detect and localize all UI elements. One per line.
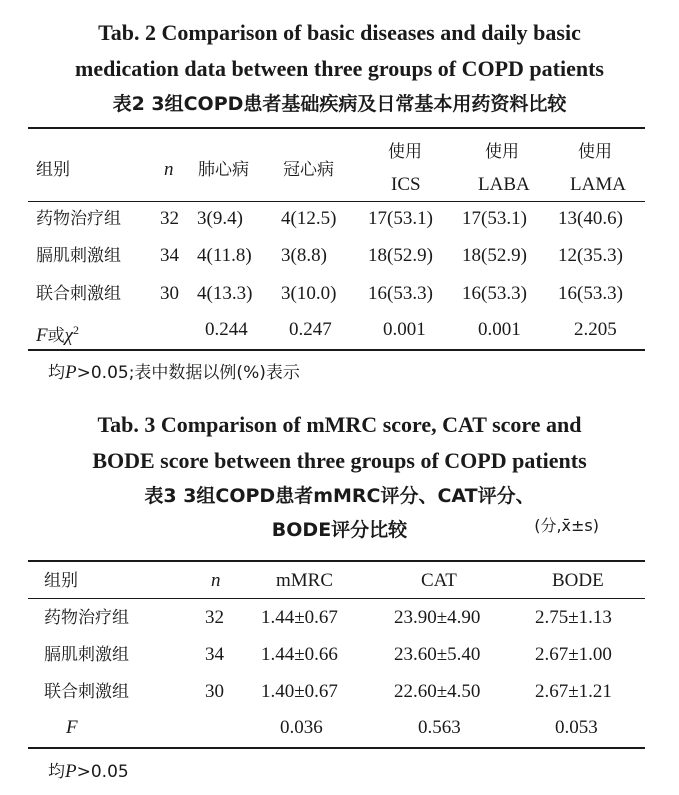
table3-row-c3: 2.67±1.00 — [535, 644, 612, 665]
table2-header-c3-bottom: ICS — [391, 174, 421, 195]
table3-title-en-line2: BODE score between three groups of COPD patients — [92, 448, 587, 473]
table2-row-c2: 3(8.8) — [281, 245, 327, 266]
table2-stat-c2: 0.247 — [289, 319, 332, 340]
table2-row-c4: 16(53.3) — [462, 283, 527, 304]
table3-row-c2: 23.90±4.90 — [394, 607, 481, 628]
table3-unit: (分,x̄±s) — [534, 516, 599, 535]
table2-note-rest: >0.05;表中数据以例(%)表示 — [76, 363, 300, 383]
table3-row-c1: 1.40±0.67 — [261, 681, 338, 702]
table3-stat-label: F — [66, 717, 78, 738]
table2-title-en-line2: medication data between three groups of COPD patients — [75, 56, 604, 81]
table3-row-group: 膈肌刺激组 — [44, 645, 129, 665]
table3-note-p: P — [65, 761, 77, 782]
table3-row-c2: 23.60±5.40 — [394, 644, 481, 665]
table3-row-c2: 22.60±4.50 — [394, 681, 481, 702]
table2-row-c3: 18(52.9) — [368, 245, 433, 266]
table2-top-rule — [28, 127, 645, 129]
table2-header-c4-top: 使用 — [485, 142, 519, 162]
table2-row-c2: 4(12.5) — [281, 208, 337, 229]
table2-stat-label — [36, 318, 79, 348]
table2-row-group: 联合刺激组 — [36, 284, 121, 304]
table3-title-cn-line1: 表3 3组COPD患者mMRC评分、CAT评分、 — [144, 485, 535, 507]
table2-row-group: 膈肌刺激组 — [36, 246, 121, 266]
table3-header-c2: CAT — [421, 570, 457, 591]
table3-row-n: 30 — [205, 681, 224, 702]
table2-stat-c1: 0.244 — [205, 319, 248, 340]
table3-row-n: 34 — [205, 644, 224, 665]
table3-row-group: 联合刺激组 — [44, 682, 129, 702]
table2-row-c5: 13(40.6) — [558, 208, 623, 229]
table3-note-rest: >0.05 — [76, 762, 129, 782]
table2-row-n: 32 — [160, 208, 179, 229]
table3-bottom-rule — [28, 747, 645, 749]
table2-row-c3: 17(53.1) — [368, 208, 433, 229]
table2-stat-c4: 0.001 — [478, 319, 521, 340]
table2-stat-c5: 2.205 — [574, 319, 617, 340]
table3-title-cn-line2: BODE评分比较 — [271, 519, 408, 541]
table3-row-c3: 2.75±1.13 — [535, 607, 612, 628]
table2-row-group: 药物治疗组 — [36, 209, 121, 229]
table2-header-c4-bottom: LABA — [478, 174, 530, 195]
table3-row-n: 32 — [205, 607, 224, 628]
table2-header-c5-bottom: LAMA — [570, 174, 626, 195]
table2-bottom-rule — [28, 349, 645, 351]
table3-row-group: 药物治疗组 — [44, 608, 129, 628]
table2-row-c1: 3(9.4) — [197, 208, 243, 229]
table3-row-c1: 1.44±0.67 — [261, 607, 338, 628]
table3-stat-c2: 0.563 — [418, 717, 461, 738]
table3-title-en-line1: Tab. 3 Comparison of mMRC score, CAT score and — [97, 412, 582, 437]
table2-stat-sup: 2 — [72, 323, 79, 337]
table2-stat-c3: 0.001 — [383, 319, 426, 340]
table3-stat-c3: 0.053 — [555, 717, 598, 738]
table2-header-c3-top: 使用 — [388, 142, 422, 162]
table3-header-c3: BODE — [552, 570, 604, 591]
table2-header-c5-top: 使用 — [578, 142, 612, 162]
table2-row-n: 34 — [160, 245, 179, 266]
table2-row-c4: 17(53.1) — [462, 208, 527, 229]
table3-row-c1: 1.44±0.66 — [261, 644, 338, 665]
table3-header-c1: mMRC — [276, 570, 334, 591]
table2-stat-f: F — [36, 325, 48, 346]
table3-top-rule — [28, 560, 645, 562]
table2-header-c1: 肺心病 — [198, 160, 249, 180]
table3-row-c3: 2.67±1.21 — [535, 681, 612, 702]
table2-note-p: P — [65, 362, 77, 383]
table2-row-n: 30 — [160, 283, 179, 304]
table2-note-prefix: 均 — [48, 363, 65, 383]
table3-footnote — [48, 757, 129, 783]
table2-header-rule — [28, 201, 645, 202]
table2-row-c3: 16(53.3) — [368, 283, 433, 304]
table3-header-rule — [28, 598, 645, 599]
table2-row-c2: 3(10.0) — [281, 283, 337, 304]
table2-row-c5: 12(35.3) — [558, 245, 623, 266]
table2-row-c1: 4(13.3) — [197, 283, 253, 304]
table2-footnote — [48, 358, 300, 384]
table2-row-c5: 16(53.3) — [558, 283, 623, 304]
table2-row-c1: 4(11.8) — [197, 245, 252, 266]
table2-title-en-line1: Tab. 2 Comparison of basic diseases and daily basic — [98, 20, 581, 45]
table2-stat-or: 或 — [47, 326, 65, 346]
table2-row-c4: 18(52.9) — [462, 245, 527, 266]
table3-note-prefix: 均 — [48, 762, 65, 782]
table2-stat-chi: χ — [64, 325, 73, 346]
table2-header-group: 组别 — [36, 160, 70, 180]
table3-header-group: 组别 — [44, 571, 78, 591]
table2-header-c2: 冠心病 — [283, 160, 334, 180]
table2-title-cn: 表2 3组COPD患者基础疾病及日常基本用药资料比较 — [112, 93, 567, 115]
table3-header-n: n — [211, 570, 221, 591]
table3-stat-c1: 0.036 — [280, 717, 323, 738]
table2-header-n: n — [164, 159, 174, 180]
